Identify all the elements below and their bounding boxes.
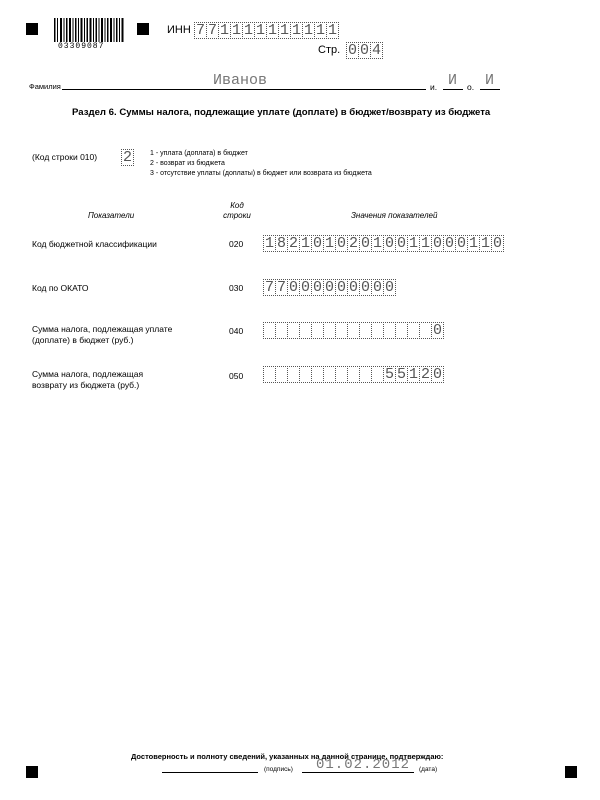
corner-marker-bottom-left xyxy=(26,766,38,778)
initial-i-label: и. xyxy=(430,82,438,92)
char-cell: 5 xyxy=(396,366,406,383)
char-cell: 1 xyxy=(372,235,382,252)
char-cell: 5 xyxy=(384,366,394,383)
char-cell: 7 xyxy=(276,279,286,296)
signature-label: (подпись) xyxy=(264,766,293,773)
char-cell: 0 xyxy=(456,235,466,252)
date-value[interactable]: 01.02.2012 xyxy=(316,757,411,773)
line010-option-1: 1 - уплата (доплата) в бюджет xyxy=(150,150,248,157)
char-cell: 0 xyxy=(384,279,394,296)
row-050-label-line2: возврату из бюджета (руб.) xyxy=(32,380,140,390)
line010-option-3: 3 - отсутствие уплаты (доплаты) в бюджет или возврата из бюджета xyxy=(150,170,372,177)
char-cell: 1 xyxy=(231,22,241,39)
char-cell: 1 xyxy=(279,22,289,39)
char-cell: 0 xyxy=(300,279,310,296)
char-cell: 2 xyxy=(288,235,298,252)
surname-line xyxy=(62,89,426,90)
char-cell: 4 xyxy=(371,42,381,59)
char-cell: 1 xyxy=(243,22,253,39)
header-indicators: Показатели xyxy=(88,211,135,220)
initial-o-label: о. xyxy=(467,82,475,92)
row-020-label: Код бюджетной классификации xyxy=(32,239,157,249)
char-cell: 0 xyxy=(324,279,334,296)
row-020-code: 020 xyxy=(229,239,244,249)
char-cell: 1 xyxy=(264,235,274,252)
char-cell: 1 xyxy=(219,22,229,39)
char-cell: 7 xyxy=(195,22,205,39)
row-030-value-field[interactable] xyxy=(263,279,395,295)
char-cell: 7 xyxy=(207,22,217,39)
char-cell: 0 xyxy=(432,322,442,339)
char-cell: 1 xyxy=(468,235,478,252)
row-040-label-line1: Сумма налога, подлежащая уплате xyxy=(32,324,173,334)
char-cell: 0 xyxy=(432,235,442,252)
header-code-line2: строки xyxy=(223,211,251,220)
initial-i-value[interactable]: И xyxy=(448,72,458,89)
header-code-line1: Код xyxy=(230,201,244,210)
char-cell: 0 xyxy=(360,235,370,252)
char-cell: 8 xyxy=(276,235,286,252)
char-cell: 0 xyxy=(336,235,346,252)
char-cell: 0 xyxy=(444,235,454,252)
char-cell: 2 xyxy=(420,366,430,383)
surname-value[interactable]: Иванов xyxy=(213,72,268,89)
char-cell: 0 xyxy=(288,279,298,296)
char-cell: 0 xyxy=(384,235,394,252)
date-label: (дата) xyxy=(419,766,438,773)
char-cell: 0 xyxy=(432,366,442,383)
page-label: Стр. xyxy=(318,44,341,56)
char-cell: 0 xyxy=(347,42,357,59)
char-cell: 1 xyxy=(303,22,313,39)
char-cell: 7 xyxy=(264,279,274,296)
char-cell: 1 xyxy=(300,235,310,252)
row-050-value-field[interactable] xyxy=(263,366,443,382)
section-title: Раздел 6. Суммы налога, подлежащие уплате (доплате) в бюджет/возврату из бюджета xyxy=(72,107,491,118)
char-cell: 1 xyxy=(480,235,490,252)
char-cell: 0 xyxy=(396,235,406,252)
char-cell: 2 xyxy=(348,235,358,252)
char-cell: 1 xyxy=(408,235,418,252)
char-cell: 0 xyxy=(336,279,346,296)
char-cell: 0 xyxy=(359,42,369,59)
corner-marker-top-left xyxy=(26,23,38,35)
initial-o-value[interactable]: И xyxy=(485,72,495,89)
char-cell: 1 xyxy=(315,22,325,39)
footer-statement: Достоверность и полноту сведений, указанных на данной странице, подтверждаю: xyxy=(131,752,444,761)
char-cell: 1 xyxy=(267,22,277,39)
row-030-label: Код по ОКАТО xyxy=(32,283,89,293)
inn-label: ИНН xyxy=(167,24,191,36)
line010-label: (Код строки 010) xyxy=(32,152,98,162)
char-cell: 1 xyxy=(420,235,430,252)
char-cell: 1 xyxy=(324,235,334,252)
row-030-code: 030 xyxy=(229,283,244,293)
page-number-field[interactable] xyxy=(346,42,382,58)
char-cell: 1 xyxy=(327,22,337,39)
corner-marker-bottom-right xyxy=(565,766,577,778)
initial-i-line xyxy=(443,89,463,90)
initial-o-line xyxy=(480,89,500,90)
char-cell: 1 xyxy=(408,366,418,383)
char-cell: 0 xyxy=(360,279,370,296)
barcode xyxy=(54,18,124,42)
char-cell: 1 xyxy=(291,22,301,39)
char-cell: 0 xyxy=(312,279,322,296)
row-050-code: 050 xyxy=(229,371,244,381)
char-cell: 0 xyxy=(372,279,382,296)
surname-label: Фамилия xyxy=(29,82,61,91)
char-cell: 0 xyxy=(312,235,322,252)
line010-field[interactable] xyxy=(121,149,133,165)
signature-line xyxy=(162,772,258,773)
corner-marker-top-right xyxy=(137,23,149,35)
char-cell: 2 xyxy=(122,149,132,166)
header-values: Значения показателей xyxy=(351,211,438,220)
char-cell: 0 xyxy=(492,235,502,252)
row-020-value-field[interactable] xyxy=(263,235,503,251)
row-040-label-line2: (доплате) в бюджет (руб.) xyxy=(32,335,134,345)
barcode-number: 03309087 xyxy=(58,42,105,51)
char-cell: 0 xyxy=(348,279,358,296)
row-040-value-field[interactable] xyxy=(263,322,443,338)
row-040-code: 040 xyxy=(229,326,244,336)
line010-option-2: 2 - возврат из бюджета xyxy=(150,160,225,167)
char-cell: 1 xyxy=(255,22,265,39)
row-050-label-line1: Сумма налога, подлежащая xyxy=(32,369,144,379)
inn-field[interactable] xyxy=(194,22,338,38)
